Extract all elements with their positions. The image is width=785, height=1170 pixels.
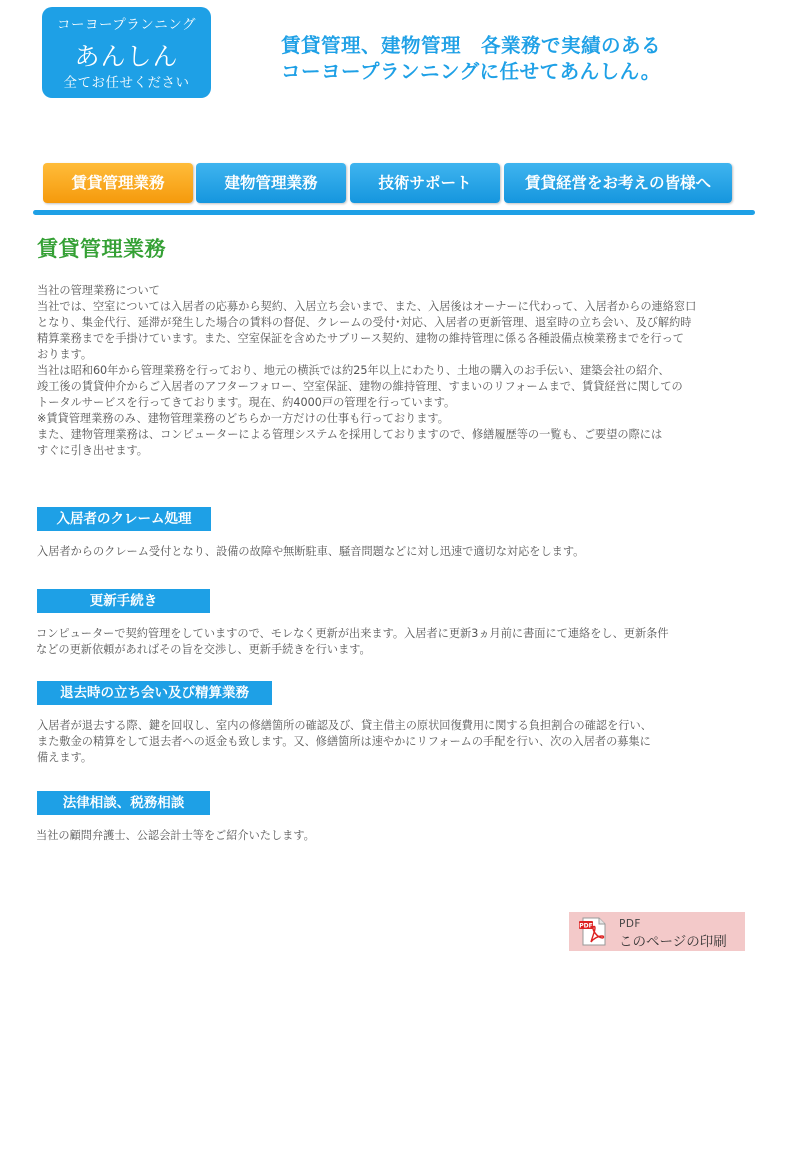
pdf-document-icon	[579, 917, 609, 946]
section-body-complaints	[37, 544, 757, 560]
section-line: 入居者が退去する際、鍵を回収し、室内の修繕箇所の確認及び、貸主借主の原状回復費用に関する負担割合の確認を行い、	[37, 719, 652, 732]
intro-line: となり、集金代行、延滞が発生した場合の賃料の督促、クレームの受付･対応、入居者の更新管理、退室時の立ち会い、及び解約時	[37, 316, 692, 329]
nav-rental-management[interactable]: 賃貸管理業務	[43, 163, 193, 203]
section-heading-complaints: 入居者のクレーム処理	[37, 507, 211, 531]
intro-line: 竣工後の賃貸仲介からご入居者のアフターフォロー、空室保証、建物の維持管理、すまいのリフォームまで、賃貸経営に関しての	[37, 380, 683, 393]
nav-building-management[interactable]: 建物管理業務	[196, 163, 346, 203]
section-heading-renewal: 更新手続き	[37, 589, 210, 613]
section-line: 入居者からのクレーム受付となり、設備の故障や無断駐車、騒音問題などに対し迅速で適切な対応をします。	[37, 545, 585, 558]
intro-line: ※賃貸管理業務のみ、建物管理業務のどちらか一方だけの仕事も行っております。	[37, 412, 449, 425]
intro-line: また、建物管理業務は、コンピューターによる管理システムを採用しておりますので、修繕履歴等の一覧も、ご要望の際には	[37, 428, 663, 441]
logo[interactable]	[42, 7, 211, 98]
pdf-badge-text: PDF	[619, 918, 641, 930]
intro-line: おります。	[37, 348, 93, 361]
tagline-line-2: コーヨープランニングに任せてあんしん。	[281, 60, 661, 83]
intro-line: すぐに引き出せます。	[37, 444, 148, 457]
section-heading-move-out: 退去時の立ち会い及び精算業務	[37, 681, 272, 705]
section-line: また敷金の精算をして退去者への返金も致します。又、修繕箇所は速やかにリフォームの手配を行い、次の入居者の募集に	[37, 735, 651, 748]
section-line: などの更新依頼があればその旨を交渉し、更新手続きを行います。	[36, 643, 371, 656]
nav-for-landlords[interactable]: 賃貸経営をお考えの皆様へ	[504, 163, 732, 203]
logo-sub: 全てお任せください	[63, 75, 190, 91]
section-line: コンピューターで契約管理をしていますので、モレなく更新が出来ます。入居者に更新3ヵ月前に書面にて連絡をし、更新条件	[36, 627, 669, 640]
intro-line: 当社は昭和60年から管理業務を行っており、地元の横浜では約25年以上にわたり、土地の購入のお手伝い、建築会社の紹介、	[37, 364, 670, 377]
intro-text	[37, 283, 765, 459]
section-body-legal-tax	[36, 828, 756, 844]
svg-text:PDF: PDF	[579, 922, 593, 930]
section-body-move-out	[37, 718, 757, 766]
print-page-pdf-button[interactable]	[569, 912, 745, 951]
section-line: 備えます。	[37, 751, 93, 764]
section-heading-legal-tax: 法律相談、税務相談	[37, 791, 210, 815]
intro-line: 精算業務までを手掛けています。また、空室保証を含めたサブリース契約、建物の維持管理に係る各種設備点検業務までを行って	[37, 332, 684, 345]
intro-line: トータルサービスを行ってきております。現在、約4000戸の管理を行っています。	[37, 396, 456, 409]
pdf-print-label: このページの印刷	[619, 934, 727, 950]
intro-line: 当社では、空室については入居者の応募から契約、入居立ち会いまで、また、入居後はオーナーに代わって、入居者からの連絡窓口	[37, 300, 697, 313]
header-tagline	[281, 33, 661, 85]
nav-divider	[33, 210, 755, 215]
logo-catch: あんしん	[74, 42, 179, 71]
tagline-line-1: 賃貸管理、建物管理 各業務で実績のある	[281, 34, 662, 57]
nav-technical-support[interactable]: 技術サポート	[350, 163, 500, 203]
logo-company: コーヨープランニング	[56, 17, 197, 33]
intro-line: 当社の管理業務について	[37, 284, 160, 297]
section-line: 当社の顧問弁護士、公認会計士等をご紹介いたします。	[36, 829, 315, 842]
page-title: 賃貸管理業務	[37, 237, 166, 261]
section-body-renewal	[36, 626, 756, 658]
